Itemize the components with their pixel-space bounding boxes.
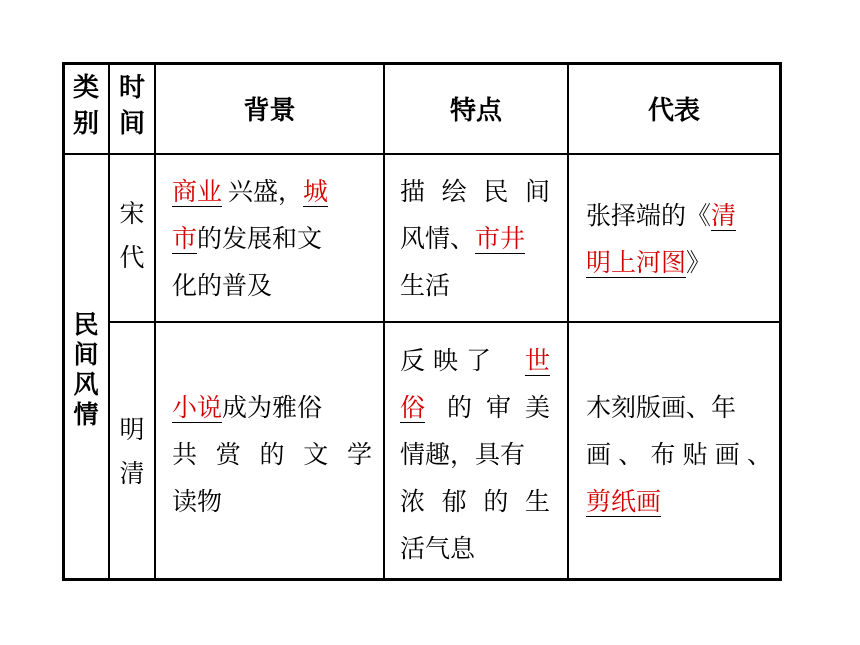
song-features-line-1: 描绘民间 [400,177,550,206]
table-border-bottom [62,578,782,581]
song-representative-line-1: 张择端的《清 [586,201,737,230]
mingqing-representative-line-2: 画、布贴画、 [586,440,772,469]
table-border-top [62,62,782,65]
header-features: 特点 [449,96,502,126]
mingqing-features-line-1: 反映了 世 [400,337,550,384]
mingqing-features-line-2: 俗 的审美 [400,384,550,431]
mingqing-background-line-1: 小说成为雅俗 [172,393,323,422]
mingqing-representative-line-1: 木刻版画、年 [586,393,737,422]
mingqing-background-line-2: 共赏的文学 [172,440,372,469]
row-divider [108,321,782,323]
mingqing-features-line-5: 活气息 [400,534,476,563]
mingqing-features-line-4: 浓郁的生 [400,487,550,516]
song-background-line-3: 化的普及 [172,271,273,300]
category-label: 民间风情 [73,310,99,429]
header-category: 类别 [72,73,99,139]
history-table [62,62,782,581]
song-representative [586,192,776,286]
header-time: 时间 [118,73,145,139]
song-features [400,168,550,309]
header-divider [62,153,782,155]
mingqing-representative [586,384,772,525]
keyword-commerce: 商业 [172,177,223,206]
keyword-secular-part1: 世 [524,346,550,375]
header-representative: 代表 [647,96,700,126]
mingqing-features-line-3: 情趣，具有 [400,440,526,469]
keyword-city-part2: 市 [172,224,198,253]
keyword-paper-cutting: 剪纸画 [586,487,662,516]
song-background [172,168,372,309]
song-background-line-1: 商业 兴盛，城 [172,177,329,206]
song-representative-line-2: 明上河图》 [586,248,712,277]
time-mingqing: 明清 [119,415,145,488]
time-song: 宋代 [119,199,145,272]
mingqing-background-line-3: 读物 [172,487,223,516]
keyword-city-part1: 城 [303,177,329,206]
mingqing-background [172,384,372,525]
mingqing-features [400,337,564,572]
header-background: 背景 [243,96,296,126]
mingqing-representative-line-3 [586,478,772,525]
col-divider-4 [567,62,569,581]
keyword-marketplace: 市井 [475,224,526,253]
song-features-line-2: 风情、市井 [400,224,526,253]
keyword-qingming-part2: 明上河图 [586,248,687,277]
keyword-secular-part2: 俗 [400,393,426,422]
song-features-line-3: 生活 [400,271,451,300]
song-background-line-2: 市的发展和文 [172,224,323,253]
col-divider-3 [383,62,385,581]
keyword-qingming-part1: 清 [711,201,737,230]
keyword-novel: 小说 [172,393,223,422]
col-divider-2 [154,62,156,581]
